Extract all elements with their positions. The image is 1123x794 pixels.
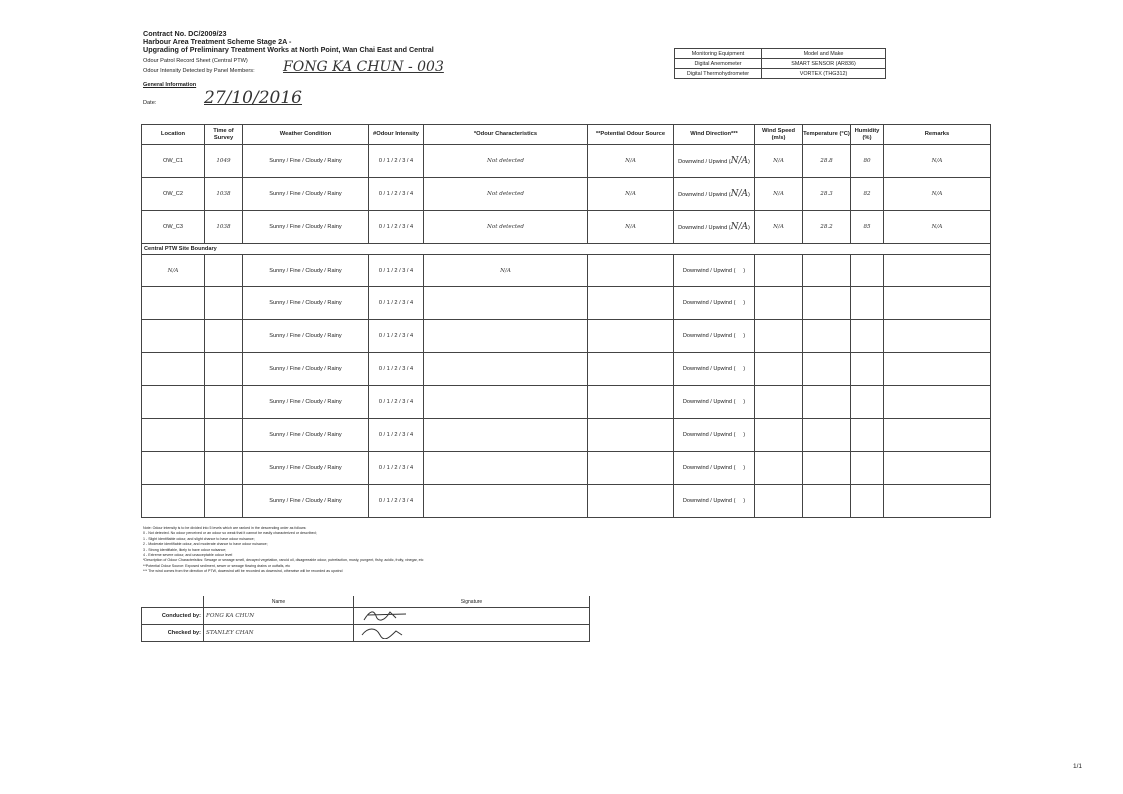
speed-cell: N/A	[755, 145, 803, 178]
location-cell: OW_C3	[142, 211, 205, 244]
intensity-cell: 0 / 1 / 2 / 3 / 4	[369, 386, 424, 419]
location-cell	[142, 452, 205, 485]
signoff-table	[141, 596, 590, 642]
col-temperature: Temperature (°C)	[803, 125, 851, 145]
location-cell	[142, 287, 205, 320]
weather-cell: Sunny / Fine / Cloudy / Rainy	[243, 255, 369, 287]
location-cell: OW_C1	[142, 145, 205, 178]
speed-cell	[755, 452, 803, 485]
speed-cell	[755, 386, 803, 419]
equipment-model: SMART SENSOR (AR836)	[762, 59, 886, 69]
note-line: 0 - Not detected. No odour perceived or an odour so weak that it cannot be easily characterized or described;	[143, 531, 317, 536]
temperature-cell: 28.8	[803, 145, 851, 178]
wind-cell: Downwind / Upwind (N/A)	[674, 145, 755, 178]
remarks-cell	[884, 485, 991, 518]
source-cell: N/A	[588, 178, 674, 211]
sheet-title: Odour Patrol Record Sheet (Central PTW)	[143, 57, 248, 64]
time-cell	[205, 255, 243, 287]
col-intensity: #Odour Intensity	[369, 125, 424, 145]
col-odour-characteristics: *Odour Characteristics	[424, 125, 588, 145]
weather-cell: Sunny / Fine / Cloudy / Rainy	[243, 419, 369, 452]
contract-number: Contract No. DC/2009/23	[143, 29, 227, 38]
humidity-cell	[851, 386, 884, 419]
note-line: 1 - Slight identifiable odour, and slight chance to have odour nuisance;	[143, 536, 255, 541]
remarks-cell	[884, 353, 991, 386]
odour-cell: Not detected	[424, 145, 588, 178]
humidity-cell: 85	[851, 211, 884, 244]
temperature-cell	[803, 287, 851, 320]
remarks-cell	[884, 255, 991, 287]
wind-cell: Downwind / Upwind ( )	[674, 287, 755, 320]
source-cell: N/A	[588, 145, 674, 178]
temperature-cell	[803, 255, 851, 287]
section-row	[142, 244, 991, 255]
humidity-cell	[851, 255, 884, 287]
remarks-cell: N/A	[884, 145, 991, 178]
remarks-cell: N/A	[884, 178, 991, 211]
humidity-cell	[851, 287, 884, 320]
temperature-cell	[803, 419, 851, 452]
note-line: Note: Odour intensity is to be divided into 5 levels which are ranked in the descending order as follows:	[143, 526, 307, 530]
odour-cell: Not detected	[424, 211, 588, 244]
col-wind-speed: Wind Speed (m/s)	[755, 125, 803, 145]
col-remarks: Remarks	[884, 125, 991, 145]
note-line: **Potential Odour Source: Exposed sediment, sewer or sewage flowing drains or outfalls, etc	[143, 563, 291, 568]
intensity-cell: 0 / 1 / 2 / 3 / 4	[369, 145, 424, 178]
temperature-cell	[803, 485, 851, 518]
date-handwritten: 27/10/2016	[204, 88, 302, 108]
note-line: 4 - Extreme severe odour, and unacceptable odour level	[143, 553, 233, 558]
source-cell	[588, 386, 674, 419]
equipment-header: Monitoring Equipment	[675, 49, 762, 59]
weather-cell: Sunny / Fine / Cloudy / Rainy	[243, 178, 369, 211]
location-cell	[142, 485, 205, 518]
checked-signature	[354, 625, 590, 642]
temperature-cell	[803, 386, 851, 419]
temperature-cell	[803, 353, 851, 386]
speed-cell	[755, 353, 803, 386]
time-cell	[205, 452, 243, 485]
time-cell	[205, 320, 243, 353]
remarks-cell: N/A	[884, 211, 991, 244]
wind-cell: Downwind / Upwind ( )	[674, 452, 755, 485]
col-location: Location	[142, 125, 205, 145]
intensity-cell: 0 / 1 / 2 / 3 / 4	[369, 452, 424, 485]
table-row	[142, 255, 991, 287]
weather-cell: Sunny / Fine / Cloudy / Rainy	[243, 386, 369, 419]
speed-cell	[755, 255, 803, 287]
equipment-table	[674, 48, 886, 79]
date-label: Date:	[143, 100, 157, 107]
remarks-cell	[884, 419, 991, 452]
table-row	[142, 211, 991, 244]
table-row	[142, 320, 991, 353]
wind-cell: Downwind / Upwind (N/A)	[674, 178, 755, 211]
table-row	[142, 145, 991, 178]
speed-cell: N/A	[755, 178, 803, 211]
speed-cell	[755, 485, 803, 518]
note-line: 3 - Strong identifiable, likely to have odour nuisance;	[143, 547, 227, 552]
table-row	[142, 386, 991, 419]
odour-cell	[424, 452, 588, 485]
humidity-cell: 80	[851, 145, 884, 178]
col-weather: Weather Condition	[243, 125, 369, 145]
name-header: Name	[204, 596, 354, 608]
page-number: 1/1	[1072, 763, 1082, 770]
odour-cell	[424, 320, 588, 353]
signature-scribble	[356, 625, 416, 639]
wind-cell: Downwind / Upwind ( )	[674, 353, 755, 386]
model-header: Model and Make	[762, 49, 886, 59]
odour-cell	[424, 485, 588, 518]
equipment-model: VORTEX (THG312)	[762, 69, 886, 79]
conducted-signature	[354, 608, 590, 625]
temperature-cell	[803, 320, 851, 353]
humidity-cell	[851, 353, 884, 386]
location-cell	[142, 386, 205, 419]
humidity-cell	[851, 452, 884, 485]
weather-cell: Sunny / Fine / Cloudy / Rainy	[243, 320, 369, 353]
time-cell	[205, 485, 243, 518]
remarks-cell	[884, 287, 991, 320]
time-cell	[205, 287, 243, 320]
scheme-title: Harbour Area Treatment Scheme Stage 2A -	[143, 37, 292, 47]
source-cell	[588, 287, 674, 320]
speed-cell	[755, 320, 803, 353]
source-cell	[588, 255, 674, 287]
temperature-cell	[803, 452, 851, 485]
remarks-cell	[884, 320, 991, 353]
weather-cell: Sunny / Fine / Cloudy / Rainy	[243, 211, 369, 244]
humidity-cell	[851, 419, 884, 452]
wind-cell: Downwind / Upwind ( )	[674, 419, 755, 452]
odour-cell: Not detected	[424, 178, 588, 211]
weather-cell: Sunny / Fine / Cloudy / Rainy	[243, 452, 369, 485]
time-cell	[205, 419, 243, 452]
col-wind-direction: Wind Direction***	[674, 125, 755, 145]
table-row	[142, 353, 991, 386]
time-cell	[205, 353, 243, 386]
signature-header: Signature	[354, 596, 590, 608]
source-cell: N/A	[588, 211, 674, 244]
intensity-cell: 0 / 1 / 2 / 3 / 4	[369, 320, 424, 353]
humidity-cell	[851, 320, 884, 353]
table-row	[142, 287, 991, 320]
odour-cell	[424, 353, 588, 386]
weather-cell: Sunny / Fine / Cloudy / Rainy	[243, 353, 369, 386]
weather-cell: Sunny / Fine / Cloudy / Rainy	[243, 485, 369, 518]
odour-cell: N/A	[424, 255, 588, 287]
odour-cell	[424, 287, 588, 320]
source-cell	[588, 485, 674, 518]
speed-cell	[755, 287, 803, 320]
location-cell: N/A	[142, 255, 205, 287]
checked-by-label: Checked by:	[142, 625, 204, 642]
intensity-cell: 0 / 1 / 2 / 3 / 4	[369, 255, 424, 287]
note-line: *Description of Odour Characteristics: Sewage or sewage smell, decayed vegetation, rancid oil, disagreeable odour, putrefaction, musty, pungent, fishy, acidic, fruity, vinegar, etc	[143, 558, 424, 563]
intensity-cell: 0 / 1 / 2 / 3 / 4	[369, 211, 424, 244]
source-cell	[588, 419, 674, 452]
time-cell: 1038	[205, 211, 243, 244]
time-cell	[205, 386, 243, 419]
general-info-label: General Information	[143, 82, 197, 89]
time-cell: 1038	[205, 178, 243, 211]
intensity-cell: 0 / 1 / 2 / 3 / 4	[369, 287, 424, 320]
notes-block	[143, 526, 583, 575]
odour-cell	[424, 419, 588, 452]
conducted-by-name: FONG KA CHUN	[204, 608, 354, 625]
source-cell	[588, 320, 674, 353]
location-cell	[142, 353, 205, 386]
source-cell	[588, 353, 674, 386]
conducted-by-label: Conducted by:	[142, 608, 204, 625]
table-row	[142, 485, 991, 518]
remarks-cell	[884, 386, 991, 419]
panel-member-handwritten: FONG KA CHUN - 003	[283, 59, 444, 75]
wind-cell: Downwind / Upwind (N/A)	[674, 211, 755, 244]
equipment-name: Digital Thermohydrometer	[675, 69, 762, 79]
intensity-label: Odour Intensity Detected by Panel Members:	[143, 67, 255, 74]
note-line: 2 - Moderate identifiable odour, and moderate chance to have odour nuisance;	[143, 542, 268, 547]
equipment-name: Digital Anemometer	[675, 59, 762, 69]
location-cell: OW_C2	[142, 178, 205, 211]
temperature-cell: 28.2	[803, 211, 851, 244]
remarks-cell	[884, 452, 991, 485]
wind-cell: Downwind / Upwind ( )	[674, 255, 755, 287]
humidity-cell: 82	[851, 178, 884, 211]
source-cell	[588, 452, 674, 485]
wind-cell: Downwind / Upwind ( )	[674, 320, 755, 353]
table-row	[142, 452, 991, 485]
col-time: Time of Survey	[205, 125, 243, 145]
col-potential-source: **Potential Odour Source	[588, 125, 674, 145]
intensity-cell: 0 / 1 / 2 / 3 / 4	[369, 178, 424, 211]
humidity-cell	[851, 485, 884, 518]
section-title: Central PTW Site Boundary	[142, 244, 991, 255]
intensity-cell: 0 / 1 / 2 / 3 / 4	[369, 419, 424, 452]
wind-cell: Downwind / Upwind ( )	[674, 485, 755, 518]
speed-cell: N/A	[755, 211, 803, 244]
table-row	[142, 178, 991, 211]
location-cell	[142, 419, 205, 452]
intensity-cell: 0 / 1 / 2 / 3 / 4	[369, 485, 424, 518]
checked-by-name: STANLEY CHAN	[204, 625, 354, 642]
time-cell: 1049	[205, 145, 243, 178]
location-cell	[142, 320, 205, 353]
note-line: *** The wind comes from the direction of PTW, downwind will be recorded as downwind, otherwise will be recorded as upwind	[143, 569, 343, 574]
odour-record-table	[141, 124, 991, 518]
col-humidity: Humidity (%)	[851, 125, 884, 145]
weather-cell: Sunny / Fine / Cloudy / Rainy	[243, 287, 369, 320]
project-title: Upgrading of Preliminary Treatment Works at North Point, Wan Chai East and Central	[143, 45, 434, 55]
speed-cell	[755, 419, 803, 452]
temperature-cell: 28.3	[803, 178, 851, 211]
weather-cell: Sunny / Fine / Cloudy / Rainy	[243, 145, 369, 178]
signature-scribble	[356, 608, 416, 622]
intensity-cell: 0 / 1 / 2 / 3 / 4	[369, 353, 424, 386]
table-row	[142, 419, 991, 452]
wind-cell: Downwind / Upwind ( )	[674, 386, 755, 419]
odour-cell	[424, 386, 588, 419]
